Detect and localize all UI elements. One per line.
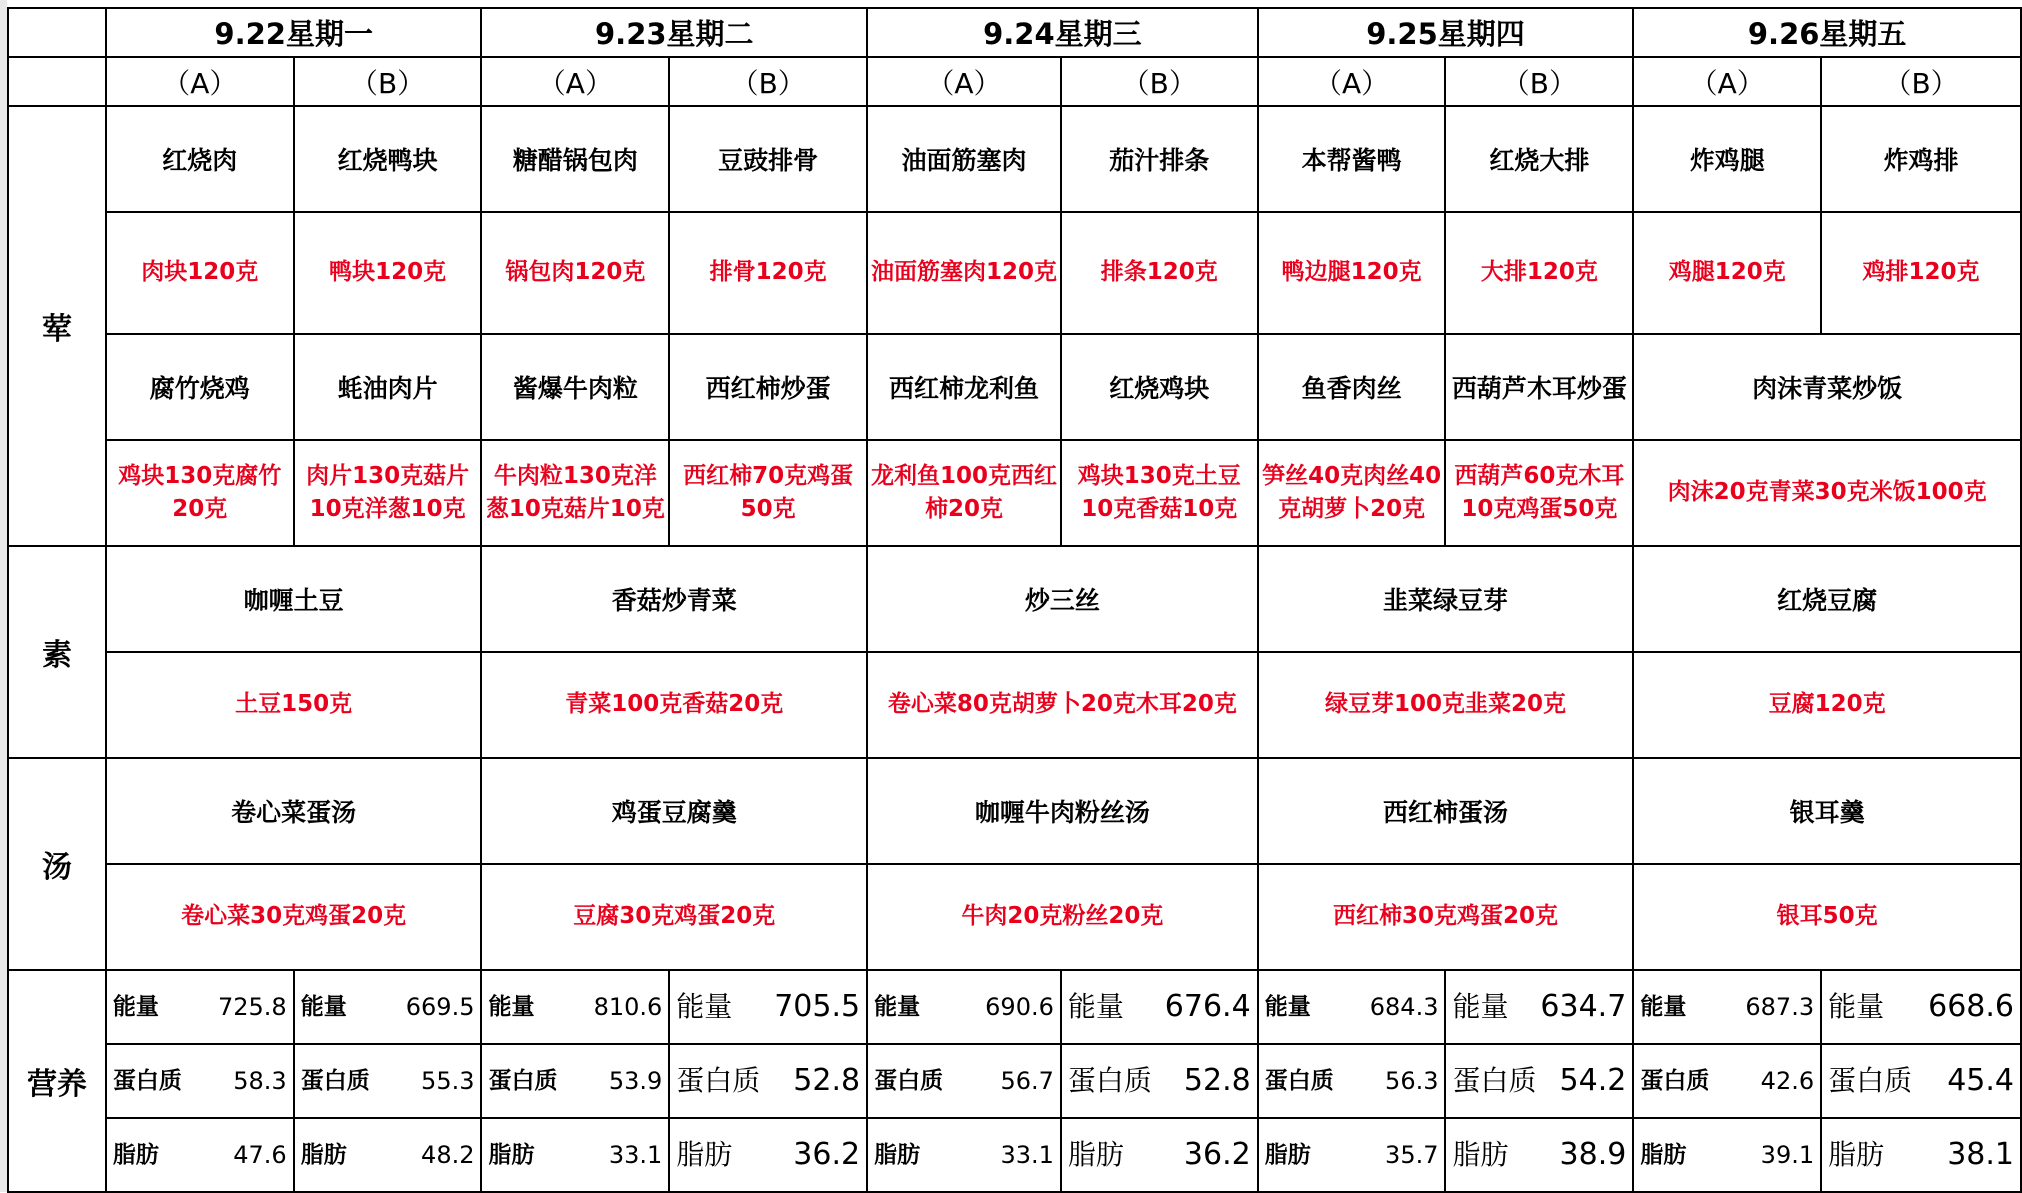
energy-label: 能量 [112, 994, 159, 1020]
dish-name: 西红柿蛋汤 [1258, 758, 1634, 864]
protein-label: 蛋白质 [1452, 1065, 1537, 1097]
energy-value: 668.6 [1928, 991, 2014, 1023]
ingredient-text: 鸡块130克腐竹20克 [106, 440, 294, 546]
protein-value: 52.8 [793, 1065, 861, 1097]
soup-dish-row [8, 758, 2021, 864]
sheet-edge [0, 0, 7, 1192]
ingredient-text: 绿豆芽100克韭菜20克 [1258, 652, 1634, 758]
date-cell: 9.26星期五 [1633, 8, 2021, 57]
fat-label: 脂肪 [1828, 1139, 1885, 1171]
energy-label: 能量 [300, 994, 347, 1020]
dish-name: 西葫芦木耳炒蛋 [1445, 334, 1633, 440]
protein-label: 蛋白质 [1264, 1068, 1334, 1094]
ingredient-text: 西红柿70克鸡蛋50克 [669, 440, 867, 546]
ingredient-text: 青菜100克香菇20克 [481, 652, 867, 758]
energy-value: 725.8 [217, 993, 287, 1021]
option-b-label: （B） [1821, 57, 2021, 106]
dish-name: 韭菜绿豆芽 [1258, 546, 1634, 652]
dish-name: 茄汁排条 [1061, 106, 1258, 212]
protein-cell [669, 1044, 867, 1118]
fat-cell [669, 1118, 867, 1192]
corner-cell [8, 57, 106, 106]
fat-cell [1445, 1118, 1633, 1192]
veg-ingredient-row [8, 652, 2021, 758]
fat-label: 脂肪 [676, 1139, 733, 1171]
energy-value: 705.5 [774, 991, 861, 1023]
fat-value: 38.9 [1559, 1139, 1627, 1171]
option-a-label: （A） [481, 57, 669, 106]
date-header-row [8, 8, 2021, 57]
energy-label: 能量 [1264, 994, 1311, 1020]
fat-cell [1061, 1118, 1258, 1192]
ingredient-text: 鸡腿120克 [1633, 212, 1821, 334]
fat-cell [481, 1118, 669, 1192]
fat-value: 39.1 [1760, 1141, 1815, 1169]
date-cell: 9.25星期四 [1258, 8, 1634, 57]
energy-cell [867, 970, 1061, 1044]
fat-cell [1633, 1118, 1821, 1192]
ingredient-text: 卷心菜80克胡萝卜20克木耳20克 [867, 652, 1258, 758]
ingredient-text: 卷心菜30克鸡蛋20克 [106, 864, 482, 970]
ingredient-text: 排条120克 [1061, 212, 1258, 334]
fat-value: 36.2 [793, 1139, 861, 1171]
fat-value: 33.1 [1000, 1141, 1054, 1169]
protein-value: 55.3 [421, 1067, 475, 1095]
dish-name: 肉沫青菜炒饭 [1633, 334, 2021, 440]
energy-value: 687.3 [1745, 993, 1815, 1021]
energy-label: 能量 [1640, 994, 1687, 1020]
dish-name: 糖醋锅包肉 [481, 106, 669, 212]
energy-cell [1445, 970, 1633, 1044]
ingredient-text: 鸡块130克土豆10克香菇10克 [1061, 440, 1258, 546]
nutrition-protein-row [8, 1044, 2021, 1118]
protein-label: 蛋白质 [112, 1068, 182, 1094]
category-veg: 素 [8, 546, 106, 758]
energy-label: 能量 [676, 991, 733, 1023]
dish-name: 银耳羹 [1633, 758, 2021, 864]
option-a-label: （A） [1633, 57, 1821, 106]
dish-name: 红烧鸡块 [1061, 334, 1258, 440]
fat-label: 脂肪 [1264, 1142, 1311, 1168]
fat-cell [1821, 1118, 2021, 1192]
energy-cell [1633, 970, 1821, 1044]
nutrition-fat-row [8, 1118, 2021, 1192]
energy-cell [294, 970, 482, 1044]
ingredient-text: 笋丝40克肉丝40克胡萝卜20克 [1258, 440, 1446, 546]
protein-label: 蛋白质 [488, 1068, 558, 1094]
protein-cell [1061, 1044, 1258, 1118]
weekly-menu-table [7, 7, 2022, 1193]
ingredient-text: 豆腐30克鸡蛋20克 [481, 864, 867, 970]
dish-name: 腐竹烧鸡 [106, 334, 294, 440]
meat-main-dish-row [8, 106, 2021, 212]
option-a-label: （A） [106, 57, 294, 106]
dish-name: 鸡蛋豆腐羹 [481, 758, 867, 864]
dish-name: 香菇炒青菜 [481, 546, 867, 652]
ingredient-text: 鸭块120克 [294, 212, 482, 334]
fat-value: 33.1 [608, 1141, 663, 1169]
fat-value: 36.2 [1183, 1139, 1251, 1171]
ingredient-text: 肉沫20克青菜30克米饭100克 [1633, 440, 2021, 546]
dish-name: 酱爆牛肉粒 [481, 334, 669, 440]
protein-value: 45.4 [1947, 1065, 2014, 1097]
ingredient-text: 西葫芦60克木耳10克鸡蛋50克 [1445, 440, 1633, 546]
option-b-label: （B） [1445, 57, 1633, 106]
category-soup: 汤 [8, 758, 106, 970]
fat-label: 脂肪 [1067, 1139, 1124, 1171]
fat-cell [106, 1118, 294, 1192]
meat-main-ingredient-row [8, 212, 2021, 334]
fat-label: 脂肪 [874, 1142, 921, 1168]
date-cell: 9.22星期一 [106, 8, 482, 57]
protein-cell [867, 1044, 1061, 1118]
soup-ingredient-row [8, 864, 2021, 970]
energy-value: 690.6 [985, 993, 1054, 1021]
option-b-label: （B） [1061, 57, 1258, 106]
energy-cell [106, 970, 294, 1044]
energy-cell [481, 970, 669, 1044]
protein-cell [1258, 1044, 1446, 1118]
ingredient-text: 牛肉粒130克洋葱10克菇片10克 [481, 440, 669, 546]
option-a-label: （A） [1258, 57, 1446, 106]
protein-value: 54.2 [1559, 1065, 1627, 1097]
energy-value: 810.6 [593, 993, 663, 1021]
energy-label: 能量 [1828, 991, 1885, 1023]
fat-label: 脂肪 [488, 1142, 535, 1168]
protein-cell [1633, 1044, 1821, 1118]
ingredient-text: 排骨120克 [669, 212, 867, 334]
energy-label: 能量 [1452, 991, 1509, 1023]
fat-value: 38.1 [1947, 1139, 2014, 1171]
fat-cell [867, 1118, 1061, 1192]
protein-cell [294, 1044, 482, 1118]
energy-cell [1061, 970, 1258, 1044]
energy-cell [1821, 970, 2021, 1044]
dish-name: 西红柿炒蛋 [669, 334, 867, 440]
protein-label: 蛋白质 [1067, 1065, 1152, 1097]
protein-value: 52.8 [1183, 1065, 1251, 1097]
ingredient-text: 大排120克 [1445, 212, 1633, 334]
energy-label: 能量 [488, 994, 535, 1020]
protein-value: 53.9 [608, 1067, 663, 1095]
fat-value: 47.6 [233, 1141, 287, 1169]
ingredient-text: 锅包肉120克 [481, 212, 669, 334]
dish-name: 蚝油肉片 [294, 334, 482, 440]
fat-value: 48.2 [421, 1141, 475, 1169]
meat-side-dish-row [8, 334, 2021, 440]
protein-value: 58.3 [233, 1067, 287, 1095]
dish-name: 炸鸡腿 [1633, 106, 1821, 212]
dish-name: 红烧鸭块 [294, 106, 482, 212]
energy-value: 676.4 [1164, 991, 1251, 1023]
option-a-label: （A） [867, 57, 1061, 106]
dish-name: 红烧肉 [106, 106, 294, 212]
dish-name: 卷心菜蛋汤 [106, 758, 482, 864]
protein-cell [481, 1044, 669, 1118]
dish-name: 咖喱土豆 [106, 546, 482, 652]
protein-label: 蛋白质 [676, 1065, 761, 1097]
dish-name: 本帮酱鸭 [1258, 106, 1446, 212]
dish-name: 油面筋塞肉 [867, 106, 1061, 212]
energy-value: 669.5 [405, 993, 475, 1021]
option-b-label: （B） [294, 57, 482, 106]
fat-label: 脂肪 [112, 1142, 159, 1168]
protein-cell [1821, 1044, 2021, 1118]
date-cell: 9.23星期二 [481, 8, 867, 57]
ingredient-text: 牛肉20克粉丝20克 [867, 864, 1258, 970]
energy-label: 能量 [874, 994, 921, 1020]
dish-name: 炸鸡排 [1821, 106, 2021, 212]
corner-cell [8, 8, 106, 57]
ingredient-text: 鸭边腿120克 [1258, 212, 1446, 334]
dish-name: 西红柿龙利鱼 [867, 334, 1061, 440]
protein-value: 56.7 [1000, 1067, 1054, 1095]
protein-label: 蛋白质 [1640, 1068, 1710, 1094]
option-header-row [8, 57, 2021, 106]
fat-cell [294, 1118, 482, 1192]
protein-label: 蛋白质 [874, 1068, 944, 1094]
dish-name: 红烧豆腐 [1633, 546, 2021, 652]
dish-name: 红烧大排 [1445, 106, 1633, 212]
veg-dish-row [8, 546, 2021, 652]
ingredient-text: 龙利鱼100克西红柿20克 [867, 440, 1061, 546]
protein-value: 42.6 [1760, 1067, 1815, 1095]
ingredient-text: 肉片130克菇片10克洋葱10克 [294, 440, 482, 546]
ingredient-text: 豆腐120克 [1633, 652, 2021, 758]
protein-label: 蛋白质 [300, 1068, 370, 1094]
energy-value: 684.3 [1369, 993, 1439, 1021]
category-nutrition: 营养 [8, 970, 106, 1192]
fat-label: 脂肪 [1452, 1139, 1509, 1171]
fat-value: 35.7 [1385, 1141, 1439, 1169]
fat-cell [1258, 1118, 1446, 1192]
ingredient-text: 土豆150克 [106, 652, 482, 758]
protein-value: 56.3 [1385, 1067, 1439, 1095]
fat-label: 脂肪 [1640, 1142, 1687, 1168]
date-cell: 9.24星期三 [867, 8, 1258, 57]
option-b-label: （B） [669, 57, 867, 106]
ingredient-text: 银耳50克 [1633, 864, 2021, 970]
protein-cell [106, 1044, 294, 1118]
meat-side-ingredient-row [8, 440, 2021, 546]
energy-value: 634.7 [1540, 991, 1627, 1023]
fat-label: 脂肪 [300, 1142, 347, 1168]
category-meat: 荤 [8, 106, 106, 546]
dish-name: 豆豉排骨 [669, 106, 867, 212]
dish-name: 炒三丝 [867, 546, 1258, 652]
protein-cell [1445, 1044, 1633, 1118]
dish-name: 咖喱牛肉粉丝汤 [867, 758, 1258, 864]
nutrition-energy-row [8, 970, 2021, 1044]
protein-label: 蛋白质 [1828, 1065, 1913, 1097]
energy-cell [1258, 970, 1446, 1044]
ingredient-text: 鸡排120克 [1821, 212, 2021, 334]
dish-name: 鱼香肉丝 [1258, 334, 1446, 440]
ingredient-text: 油面筋塞肉120克 [867, 212, 1061, 334]
ingredient-text: 西红柿30克鸡蛋20克 [1258, 864, 1634, 970]
ingredient-text: 肉块120克 [106, 212, 294, 334]
energy-cell [669, 970, 867, 1044]
energy-label: 能量 [1067, 991, 1124, 1023]
